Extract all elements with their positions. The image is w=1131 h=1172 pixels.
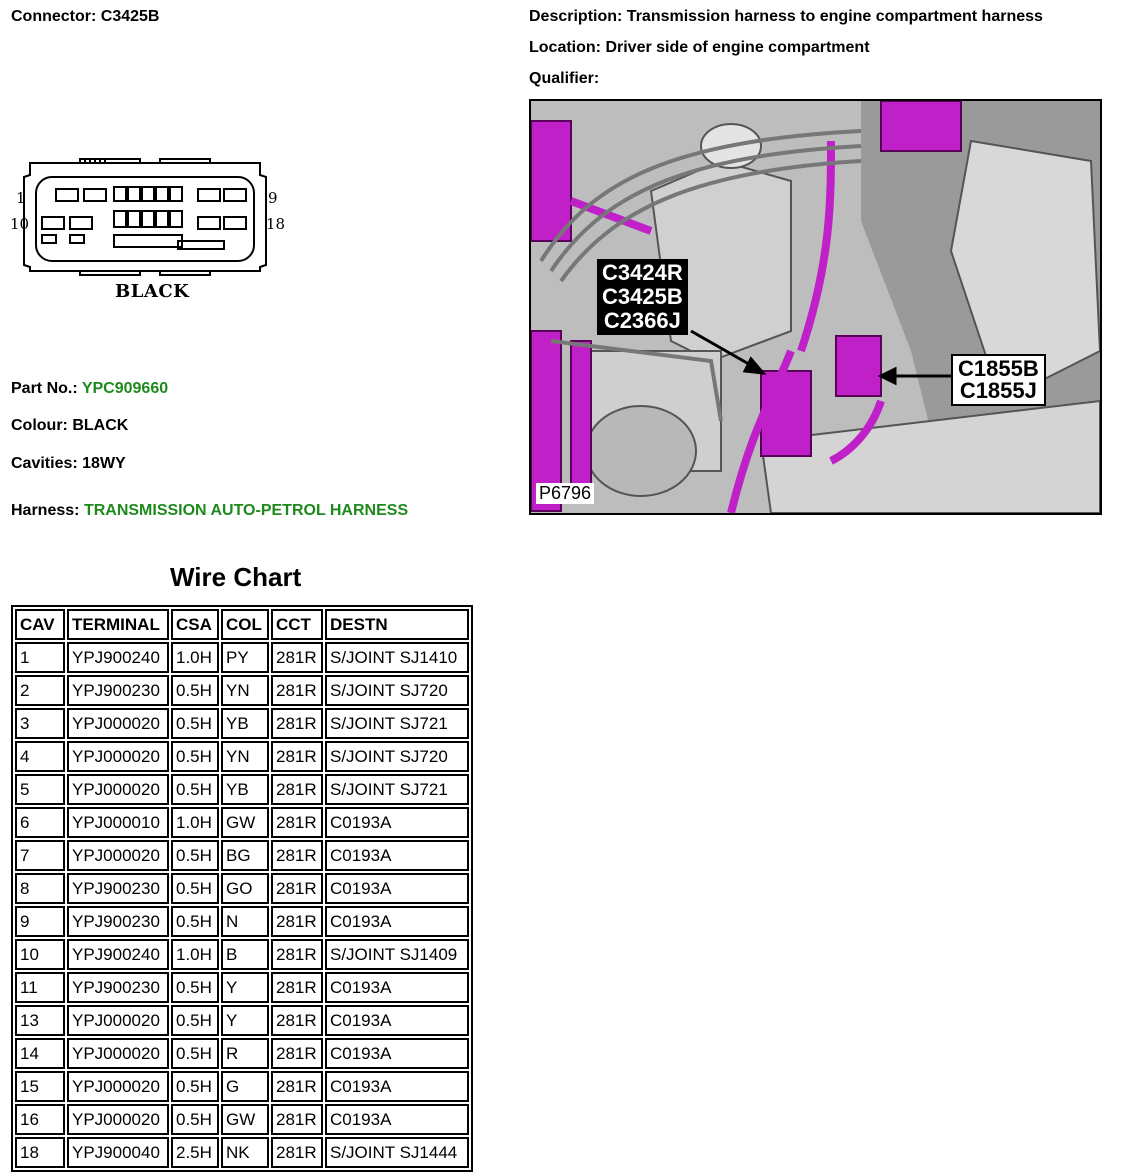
qualifier-line: Qualifier: (529, 70, 600, 87)
cell-destn: S/JOINT SJ1410 (325, 642, 469, 673)
table-row (15, 708, 469, 739)
callout-connectors-right: C1855B C1855J (951, 354, 1046, 406)
pin-label-10: 10 (10, 215, 30, 233)
cell-destn: C0193A (325, 807, 469, 838)
cell-cct: 281R (271, 939, 323, 970)
cell-col: PY (221, 642, 269, 673)
connector-heading: Connector: C3425B (11, 8, 160, 25)
cell-col: BG (221, 840, 269, 871)
cell-cav: 10 (15, 939, 65, 970)
cell-terminal: YPJ900240 (67, 939, 169, 970)
cell-csa: 0.5H (171, 840, 219, 871)
table-row (15, 906, 469, 937)
location-line: Location: Driver side of engine compartment (529, 39, 870, 56)
cell-col: N (221, 906, 269, 937)
header-terminal: TERMINAL (67, 609, 169, 640)
cell-col: Y (221, 972, 269, 1003)
pin-label-18: 18 (266, 215, 286, 233)
table-row (15, 642, 469, 673)
wire-chart-body (15, 642, 469, 1168)
colour-value: BLACK (72, 417, 129, 434)
cell-csa: 2.5H (171, 1137, 219, 1168)
cell-destn: S/JOINT SJ1444 (325, 1137, 469, 1168)
cell-destn: C0193A (325, 972, 469, 1003)
cell-csa: 0.5H (171, 708, 219, 739)
cell-destn: C0193A (325, 1071, 469, 1102)
cell-cav: 14 (15, 1038, 65, 1069)
table-row (15, 939, 469, 970)
part-no-link[interactable]: YPC909660 (81, 380, 169, 397)
cell-cav: 6 (15, 807, 65, 838)
cell-csa: 0.5H (171, 1104, 219, 1135)
location-photo (529, 99, 1102, 515)
cell-col: R (221, 1038, 269, 1069)
cell-destn: C0193A (325, 1038, 469, 1069)
cavities-value: 18WY (82, 455, 126, 472)
colour-line: Colour: BLACK (11, 417, 129, 434)
cell-terminal: YPJ900230 (67, 972, 169, 1003)
table-row (15, 807, 469, 838)
cell-csa: 0.5H (171, 1005, 219, 1036)
cell-cct: 281R (271, 1071, 323, 1102)
cell-cav: 15 (15, 1071, 65, 1102)
cell-cav: 16 (15, 1104, 65, 1135)
cell-cct: 281R (271, 906, 323, 937)
cell-destn: S/JOINT SJ1409 (325, 939, 469, 970)
harness-line: Harness: TRANSMISSION AUTO-PETROL HARNESS (11, 502, 409, 519)
cell-cct: 281R (271, 1137, 323, 1168)
cell-cct: 281R (271, 675, 323, 706)
table-row (15, 840, 469, 871)
cell-col: Y (221, 1005, 269, 1036)
cell-cct: 281R (271, 774, 323, 805)
cell-cav: 7 (15, 840, 65, 871)
table-row (15, 675, 469, 706)
cell-terminal: YPJ000010 (67, 807, 169, 838)
cell-destn: S/JOINT SJ721 (325, 774, 469, 805)
cell-cav: 5 (15, 774, 65, 805)
cell-col: B (221, 939, 269, 970)
cell-col: YN (221, 741, 269, 772)
cell-col: YB (221, 774, 269, 805)
header-csa: CSA (171, 609, 219, 640)
table-row (15, 972, 469, 1003)
cell-cct: 281R (271, 642, 323, 673)
cell-destn: C0193A (325, 1104, 469, 1135)
table-row (15, 1071, 469, 1102)
cell-cav: 9 (15, 906, 65, 937)
cell-terminal: YPJ000020 (67, 1104, 169, 1135)
table-row (15, 1005, 469, 1036)
callout-connectors-left: C3424R C3425B C2366J (597, 259, 688, 335)
cell-terminal: YPJ900230 (67, 675, 169, 706)
cell-cct: 281R (271, 1005, 323, 1036)
table-row (15, 741, 469, 772)
cell-csa: 1.0H (171, 939, 219, 970)
cell-csa: 0.5H (171, 972, 219, 1003)
header-cct: CCT (271, 609, 323, 640)
cell-csa: 0.5H (171, 774, 219, 805)
part-no-line: Part No.: YPC909660 (11, 380, 169, 397)
cell-col: NK (221, 1137, 269, 1168)
table-row (15, 774, 469, 805)
cell-destn: S/JOINT SJ720 (325, 675, 469, 706)
harness-link[interactable]: TRANSMISSION AUTO-PETROL HARNESS (83, 502, 409, 519)
table-row (15, 873, 469, 904)
table-row (15, 1137, 469, 1168)
cell-col: YB (221, 708, 269, 739)
cell-col: GO (221, 873, 269, 904)
cell-cct: 281R (271, 1038, 323, 1069)
header-cav: CAV (15, 609, 65, 640)
cell-cct: 281R (271, 840, 323, 871)
cell-terminal: YPJ900040 (67, 1137, 169, 1168)
table-row (15, 1104, 469, 1135)
header-col: COL (221, 609, 269, 640)
connector-id: C3425B (100, 8, 160, 25)
cavities-line: Cavities: 18WY (11, 455, 126, 472)
cell-cct: 281R (271, 708, 323, 739)
cell-col: YN (221, 675, 269, 706)
cell-cav: 4 (15, 741, 65, 772)
description-value: Transmission harness to engine compartment harness (626, 8, 1043, 25)
cell-destn: C0193A (325, 873, 469, 904)
cell-cav: 11 (15, 972, 65, 1003)
cell-terminal: YPJ000020 (67, 774, 169, 805)
cell-cav: 13 (15, 1005, 65, 1036)
cell-destn: C0193A (325, 840, 469, 871)
cell-cav: 1 (15, 642, 65, 673)
wire-chart-title: Wire Chart (170, 562, 302, 592)
cell-terminal: YPJ000020 (67, 1038, 169, 1069)
cell-csa: 0.5H (171, 906, 219, 937)
cell-cct: 281R (271, 1104, 323, 1135)
cell-terminal: YPJ900230 (67, 873, 169, 904)
pin-label-9: 9 (268, 189, 278, 207)
cell-terminal: YPJ000020 (67, 741, 169, 772)
header-destn: DESTN (325, 609, 469, 640)
cell-destn: C0193A (325, 906, 469, 937)
location-value: Driver side of engine compartment (605, 39, 870, 56)
picture-code: P6796 (536, 483, 594, 504)
cell-col: GW (221, 1104, 269, 1135)
cell-cav: 2 (15, 675, 65, 706)
cell-cav: 8 (15, 873, 65, 904)
cell-csa: 0.5H (171, 675, 219, 706)
cell-cct: 281R (271, 741, 323, 772)
table-header-row (15, 609, 469, 640)
cell-col: GW (221, 807, 269, 838)
cell-col: G (221, 1071, 269, 1102)
cell-cct: 281R (271, 873, 323, 904)
table-row (15, 1038, 469, 1069)
cell-terminal: YPJ000020 (67, 708, 169, 739)
cell-terminal: YPJ900240 (67, 642, 169, 673)
cell-terminal: YPJ000020 (67, 840, 169, 871)
cell-csa: 0.5H (171, 1038, 219, 1069)
cell-csa: 0.5H (171, 1071, 219, 1102)
cell-cav: 18 (15, 1137, 65, 1168)
connector-colour-caption: BLACK (115, 281, 190, 302)
cell-csa: 0.5H (171, 873, 219, 904)
cell-csa: 0.5H (171, 741, 219, 772)
pin-label-1: 1 (16, 189, 26, 207)
cell-terminal: YPJ900230 (67, 906, 169, 937)
cell-destn: S/JOINT SJ721 (325, 708, 469, 739)
cell-destn: S/JOINT SJ720 (325, 741, 469, 772)
cell-cct: 281R (271, 972, 323, 1003)
description-line: Description: Transmission harness to engine compartment harness (529, 8, 1043, 25)
cell-csa: 1.0H (171, 807, 219, 838)
cell-terminal: YPJ000020 (67, 1005, 169, 1036)
cell-destn: C0193A (325, 1005, 469, 1036)
cell-terminal: YPJ000020 (67, 1071, 169, 1102)
cell-csa: 1.0H (171, 642, 219, 673)
cell-cav: 3 (15, 708, 65, 739)
wire-chart-table (11, 605, 473, 1172)
cell-cct: 281R (271, 807, 323, 838)
